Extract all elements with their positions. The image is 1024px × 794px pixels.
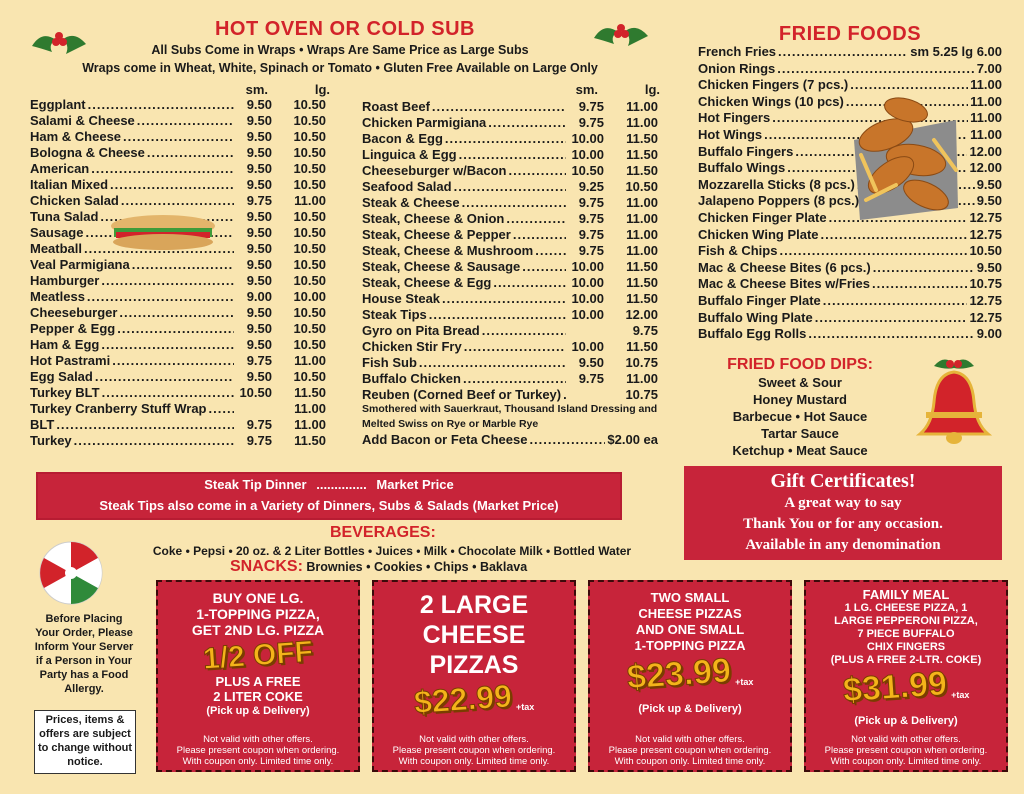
coupon-3-price: $23.99	[625, 651, 732, 697]
fried-item-price: 9.50	[976, 176, 1002, 192]
sub-item-name: Steak, Cheese & Egg	[362, 275, 492, 290]
sub-price-lg: 11.50	[626, 147, 658, 162]
fried-item-name: Buffalo Wing Plate	[698, 309, 813, 325]
snacks-list: Brownies • Cookies • Chips • Baklava	[306, 560, 528, 574]
sub-price-sm: 9.75	[578, 371, 604, 386]
sub-price-lg: 10.50	[293, 177, 326, 192]
subs-col-headers-right	[530, 82, 660, 97]
fried-item-price: 12.00	[969, 143, 1002, 159]
sub-item-name: Tuna Salad	[30, 209, 99, 224]
sub-menu-item	[362, 147, 658, 163]
gift-certificates-box: Gift Certificates! A great way to say Thank You or for any occasion. Available in any denomination	[684, 466, 1002, 560]
sub-sandwich-image	[108, 212, 218, 252]
sub-price-sm: 9.50	[246, 161, 272, 176]
sub-item-name: Seafood Salad	[362, 179, 452, 194]
fried-menu-item	[698, 243, 1002, 260]
sub-item-name: BLT	[30, 417, 55, 432]
sub-price-lg: 10.50	[293, 161, 326, 176]
sub-price-lg: 11.00	[294, 193, 326, 208]
fried-item-price: sm 5.25 lg 6.00	[910, 44, 1002, 59]
sub-item-name: Ham & Cheese	[30, 129, 122, 144]
sub-item-name: Eggplant	[30, 97, 86, 112]
sub-menu-item	[362, 163, 658, 179]
coupon-2-price: $22.99	[412, 677, 513, 721]
sub-price-lg: 11.00	[626, 243, 658, 258]
sub-price-sm: 10.00	[571, 131, 604, 146]
fried-item-name: Buffalo Wings	[698, 160, 786, 176]
sub-price-sm: 10.00	[571, 147, 604, 162]
col-sm-label: sm.	[245, 82, 268, 97]
sub-item-name: American	[30, 161, 90, 176]
sub-menu-item	[362, 323, 658, 339]
sub-price-sm: 9.50	[246, 113, 272, 128]
col-lg-label: lg.	[644, 82, 660, 97]
sub-menu-item	[362, 243, 658, 259]
sub-item-name: Steak, Cheese & Sausage	[362, 259, 521, 274]
sub-menu-item	[30, 433, 326, 449]
fried-menu-item	[698, 310, 1002, 327]
sub-price-lg: 10.50	[293, 305, 326, 320]
sub-item-name: Pepper & Egg	[30, 321, 116, 336]
coupon-2-large-cheese: 2 LARGE CHEESE PIZZAS $22.99 +tax Not valid with other offers. Please present coupon when ordering. With coupon only. Limited time only.	[372, 580, 576, 772]
sub-price-lg: 10.50	[293, 225, 326, 240]
sub-item-name: Steak Tips	[362, 307, 427, 322]
fried-item-price: 12.75	[969, 309, 1002, 325]
addon-row	[362, 432, 658, 448]
sub-item-name: Cheeseburger	[30, 305, 118, 320]
sub-price-sm: 9.25	[578, 179, 604, 194]
sub-menu-item	[30, 401, 326, 417]
sub-menu-item	[30, 113, 326, 129]
fried-menu-item	[698, 44, 1002, 61]
sub-price-sm: 9.50	[246, 225, 272, 240]
sub-item-name: Buffalo Chicken	[362, 371, 461, 386]
fried-item-name: Buffalo Egg Rolls	[698, 326, 807, 342]
sub-item-name: Linguica & Egg	[362, 147, 457, 162]
fried-item-name: Fish & Chips	[698, 243, 778, 259]
sub-price-lg: 11.50	[626, 131, 658, 146]
sub-item-name: Chicken Parmigiana	[362, 115, 487, 130]
sub-price-lg: 11.50	[294, 385, 326, 400]
sub-price-lg: 12.00	[625, 307, 658, 322]
sub-price-lg: 11.00	[626, 115, 658, 130]
sub-menu-item	[30, 273, 326, 289]
fried-item-price: 12.75	[969, 292, 1002, 308]
sub-price-sm: 9.50	[246, 257, 272, 272]
dip-item: Honey Mustard	[753, 392, 847, 407]
sub-menu-item	[362, 355, 658, 371]
sub-price-lg: 10.50	[293, 145, 326, 160]
dips-list	[710, 374, 890, 459]
sub-price-lg: 11.00	[626, 371, 658, 386]
sub-price-lg: 11.00	[626, 211, 658, 226]
sub-price-sm: 9.75	[246, 353, 272, 368]
dip-item: Ketchup • Meat Sauce	[732, 443, 868, 458]
sub-menu-item	[362, 195, 658, 211]
subs-list-left	[30, 97, 326, 449]
sub-item-name: Steak, Cheese & Mushroom	[362, 243, 534, 258]
chicken-fingers-image	[846, 80, 964, 228]
fried-item-price: 11.00	[970, 77, 1002, 93]
fried-item-name: Mac & Cheese Bites w/Fries	[698, 276, 870, 292]
sub-price-sm: 10.00	[571, 259, 604, 274]
subs-note-1: All Subs Come in Wraps • Wraps Are Same Price as Large Subs	[151, 43, 529, 57]
sub-menu-item	[362, 99, 658, 115]
fried-item-price: 9.00	[976, 326, 1002, 342]
fried-menu-item	[698, 61, 1002, 78]
fried-item-price: 9.50	[976, 193, 1002, 209]
fried-item-name: Chicken Wing Plate	[698, 226, 819, 242]
sub-price-sm: 9.75	[246, 433, 272, 448]
sub-price-sm: 9.50	[246, 177, 272, 192]
sub-price-sm: 10.50	[239, 385, 272, 400]
dip-item: Tartar Sauce	[761, 426, 839, 441]
sub-price-lg: 10.50	[625, 179, 658, 194]
sub-price-sm: 9.75	[578, 211, 604, 226]
sub-menu-item	[30, 177, 326, 193]
sub-menu-item	[362, 291, 658, 307]
sub-price-lg: 11.00	[294, 401, 326, 416]
sub-menu-item	[30, 337, 326, 353]
sub-menu-item	[30, 257, 326, 273]
subs-title: HOT OVEN OR COLD SUB	[214, 18, 475, 40]
sub-price-lg: 11.00	[294, 417, 326, 432]
sub-price-sm: 9.50	[246, 129, 272, 144]
sub-item-name: Cheeseburger w/Bacon	[362, 163, 507, 178]
sub-price-lg: 11.50	[626, 291, 658, 306]
col-sm-label: sm.	[575, 82, 598, 97]
fried-menu-item	[698, 276, 1002, 293]
sub-price-sm: 9.75	[578, 195, 604, 210]
sub-item-name: Turkey BLT	[30, 385, 100, 400]
sub-price-lg: 10.50	[293, 257, 326, 272]
fried-item-price: 12.75	[969, 226, 1002, 242]
fried-item-name: Buffalo Finger Plate	[698, 292, 821, 308]
sub-price-lg: 11.50	[626, 339, 658, 354]
sub-price-lg: 10.50	[293, 241, 326, 256]
fried-item-name: Chicken Fingers (7 pcs.)	[698, 77, 849, 93]
sub-price-sm: 9.50	[578, 355, 604, 370]
sub-price-sm: 9.50	[246, 273, 272, 288]
sub-item-name: Bologna & Cheese	[30, 145, 145, 160]
steak-banner: Steak Tip Dinner .............. Market Price Steak Tips also come in a Variety of Dinners, Subs & Salads (Market Price)	[36, 472, 622, 520]
sub-price-lg: 11.50	[626, 275, 658, 290]
price-change-notice: Prices, items & offers are subject to change without notice.	[34, 710, 136, 774]
sub-price-lg: 10.50	[293, 337, 326, 352]
sub-price-sm: 9.75	[578, 227, 604, 242]
sub-item-name: Meatball	[30, 241, 83, 256]
fried-item-name: Chicken Finger Plate	[698, 209, 827, 225]
sub-price-sm: 9.50	[246, 97, 272, 112]
sub-menu-item	[362, 131, 658, 147]
sub-price-sm: 9.75	[578, 243, 604, 258]
sub-item-name: Ham & Egg	[30, 337, 100, 352]
sub-item-name: Turkey Cranberry Stuff Wrap	[30, 401, 207, 416]
sub-price-sm: 10.00	[571, 339, 604, 354]
sub-price-lg: 10.50	[293, 321, 326, 336]
sub-menu-item	[30, 369, 326, 385]
sub-price-lg: 11.50	[294, 433, 326, 448]
sub-item-name: Roast Beef	[362, 99, 430, 114]
sub-price-sm: 10.00	[571, 275, 604, 290]
sub-item-name: Steak, Cheese & Onion	[362, 211, 505, 226]
sub-item-name: Chicken Stir Fry	[362, 339, 462, 354]
sub-price-sm: 9.50	[246, 241, 272, 256]
steak-tips-note: Steak Tips also come in a Variety of Dinners, Subs & Salads (Market Price)	[99, 498, 559, 513]
sub-price-sm: 9.75	[578, 99, 604, 114]
subs-col-headers-left	[200, 82, 330, 97]
sub-price-sm: 9.50	[246, 321, 272, 336]
coupon-family-meal: FAMILY MEAL 1 LG. CHEESE PIZZA, 1 LARGE PEPPERONI PIZZA, 7 PIECE BUFFALO CHIX FINGERS (PLUS A FREE 2-LTR. COKE) $31.99 +tax (Pick up & Delivery) Not valid with other offers. Please present coupon when ordering. With coupon only. Limited time only.	[804, 580, 1008, 772]
fried-item-price: 11.00	[970, 126, 1002, 142]
coupon-three-small: TWO SMALL CHEESE PIZZAS AND ONE SMALL 1-TOPPING PIZZA $23.99 +tax (Pick up & Delivery) Not valid with other offers. Please present coupon when ordering. With coupon only. Limited time only.	[588, 580, 792, 772]
dip-item: Barbecue • Hot Sauce	[732, 409, 868, 424]
sub-menu-item	[30, 305, 326, 321]
fried-item-name: Jalapeno Poppers (8 pcs.)	[698, 193, 860, 209]
sub-menu-item	[362, 387, 658, 403]
sub-item-name: Sausage	[30, 225, 84, 240]
sub-price-lg: 10.75	[625, 355, 658, 370]
sub-menu-item	[362, 227, 658, 243]
fried-item-price: 10.75	[969, 276, 1002, 292]
fried-menu-item	[698, 260, 1002, 277]
steak-dinner-price: Market Price	[376, 477, 454, 492]
fried-item-price: 12.00	[969, 160, 1002, 176]
sub-price-sm: 10.00	[571, 307, 604, 322]
sub-price-lg: 10.50	[293, 97, 326, 112]
allergy-note: Before Placing Your Order, Please Inform Your Server if a Person in Your Party has a Food Allergy.	[34, 613, 134, 695]
sub-price-lg: 10.50	[293, 113, 326, 128]
sub-price-sm: 9.50	[246, 145, 272, 160]
steak-dinner-label: Steak Tip Dinner	[204, 477, 307, 492]
sub-menu-item	[362, 371, 658, 387]
sub-item-name: Hot Pastrami	[30, 353, 111, 368]
sub-item-name: House Steak	[362, 291, 441, 306]
sub-item-name: Steak & Cheese	[362, 195, 460, 210]
fried-item-price: 7.00	[976, 60, 1002, 76]
gift-title: Gift Certificates!	[770, 470, 916, 492]
coupon-half-off-big: 1/2 OFF	[201, 635, 314, 676]
snacks-row	[230, 558, 527, 576]
fried-item-name: Hot Fingers	[698, 110, 771, 126]
sub-menu-item	[30, 145, 326, 161]
fried-item-price: 10.50	[969, 243, 1002, 259]
sub-price-lg: 11.00	[626, 99, 658, 114]
coupon-half-off: BUY ONE LG. 1-TOPPING PIZZA, GET 2ND LG. PIZZA 1/2 OFF PLUS A FREE 2 LITER COKE (Pick up & Delivery) Not valid with other offers. Please present coupon when ordering. With coupon only. Limited time only.	[156, 580, 360, 772]
sub-menu-item	[362, 275, 658, 291]
fried-title: FRIED FOODS	[778, 23, 922, 45]
fried-item-name: Buffalo Fingers	[698, 143, 794, 159]
peppermint-candy-icon	[38, 540, 104, 606]
sub-price-sm: 9.75	[578, 115, 604, 130]
fried-item-price: 11.00	[970, 93, 1002, 109]
christmas-bell-icon	[914, 352, 994, 450]
fried-item-price: 9.50	[976, 259, 1002, 275]
sub-menu-item	[30, 385, 326, 401]
fried-menu-item	[698, 227, 1002, 244]
sub-menu-item	[30, 161, 326, 177]
fried-item-name: Hot Wings	[698, 126, 763, 142]
addon-price: $2.00 ea	[607, 432, 658, 447]
sub-price-lg: 10.75	[625, 387, 658, 402]
sub-price-lg: 11.50	[626, 163, 658, 178]
sub-menu-item	[362, 115, 658, 131]
sub-item-name: Steak, Cheese & Pepper	[362, 227, 511, 242]
dip-item: Sweet & Sour	[758, 375, 842, 390]
sub-menu-item	[30, 193, 326, 209]
sub-price-lg: 11.00	[294, 353, 326, 368]
sub-price-sm: 9.50	[246, 305, 272, 320]
fried-menu-item	[698, 293, 1002, 310]
sub-item-name: Veal Parmigiana	[30, 257, 130, 272]
sub-item-name: Meatless	[30, 289, 85, 304]
sub-item-name: Bacon & Egg	[362, 131, 443, 146]
sub-price-lg: 11.50	[626, 259, 658, 274]
sub-item-name: Italian Mixed	[30, 177, 109, 192]
sub-price-sm: 10.50	[571, 163, 604, 178]
fried-menu-item	[698, 326, 1002, 343]
beverages-title: BEVERAGES:	[330, 524, 436, 541]
sub-menu-item	[30, 321, 326, 337]
sub-price-lg: 10.50	[293, 129, 326, 144]
dips-title: FRIED FOOD DIPS:	[727, 356, 873, 373]
col-lg-label: lg.	[314, 82, 330, 97]
fried-item-name: Onion Rings	[698, 60, 776, 76]
sub-item-name: Hamburger	[30, 273, 100, 288]
sub-price-sm: 9.75	[246, 417, 272, 432]
sub-item-name: Chicken Salad	[30, 193, 119, 208]
reuben-note: Smothered with Sauerkraut, Thousand Island Dressing and Melted Swiss on Rye or Marble Rye	[362, 403, 658, 430]
fried-item-name: Chicken Wings (10 pcs)	[698, 93, 844, 109]
sub-price-lg: 10.00	[293, 289, 326, 304]
coupon-4-price: $31.99	[841, 664, 948, 710]
sub-price-lg: 10.50	[293, 273, 326, 288]
sub-menu-item	[362, 259, 658, 275]
subs-list-right	[362, 99, 658, 403]
fried-item-price: 12.75	[969, 209, 1002, 225]
sub-menu-item	[362, 307, 658, 323]
subs-note-2: Wraps come in Wheat, White, Spinach or Tomato • Gluten Free Available on Large Only	[82, 61, 598, 75]
sub-item-name: Egg Salad	[30, 369, 93, 384]
sub-price-sm: 9.50	[246, 369, 272, 384]
sub-item-name: Gyro on Pita Bread	[362, 323, 480, 338]
sub-item-name: Turkey	[30, 433, 72, 448]
sub-price-sm: 10.00	[571, 291, 604, 306]
sub-price-lg: 11.00	[626, 227, 658, 242]
sub-price-lg: 10.50	[293, 369, 326, 384]
sub-menu-item	[30, 129, 326, 145]
sub-menu-item	[30, 353, 326, 369]
sub-menu-item	[362, 179, 658, 195]
sub-menu-item	[30, 97, 326, 113]
sub-menu-item	[30, 417, 326, 433]
sub-price-lg: 11.00	[626, 195, 658, 210]
sub-item-name: Reuben (Corned Beef or Turkey)	[362, 387, 562, 402]
fried-item-name: French Fries	[698, 44, 777, 59]
sub-price-sm: 9.50	[246, 209, 272, 224]
sub-menu-item	[362, 339, 658, 355]
sub-price-lg: 9.75	[632, 323, 658, 338]
sub-item-name: Fish Sub	[362, 355, 417, 370]
snacks-title: SNACKS:	[230, 558, 303, 575]
fried-item-name: Mozzarella Sticks (8 pcs.)	[698, 176, 855, 192]
sub-price-sm: 9.00	[246, 289, 272, 304]
sub-price-sm: 9.50	[246, 337, 272, 352]
addon-label: Add Bacon or Feta Cheese	[362, 432, 528, 447]
sub-menu-item	[30, 289, 326, 305]
sub-menu-item	[362, 211, 658, 227]
sub-item-name: Salami & Cheese	[30, 113, 135, 128]
fried-item-price: 11.00	[970, 110, 1002, 126]
fried-item-name: Mac & Cheese Bites (6 pcs.)	[698, 259, 871, 275]
beverages-list: Coke • Pepsi • 20 oz. & 2 Liter Bottles • Juices • Milk • Chocolate Milk • Bottled Water	[152, 544, 632, 558]
sub-price-sm: 9.75	[246, 193, 272, 208]
sub-price-lg: 10.50	[293, 209, 326, 224]
